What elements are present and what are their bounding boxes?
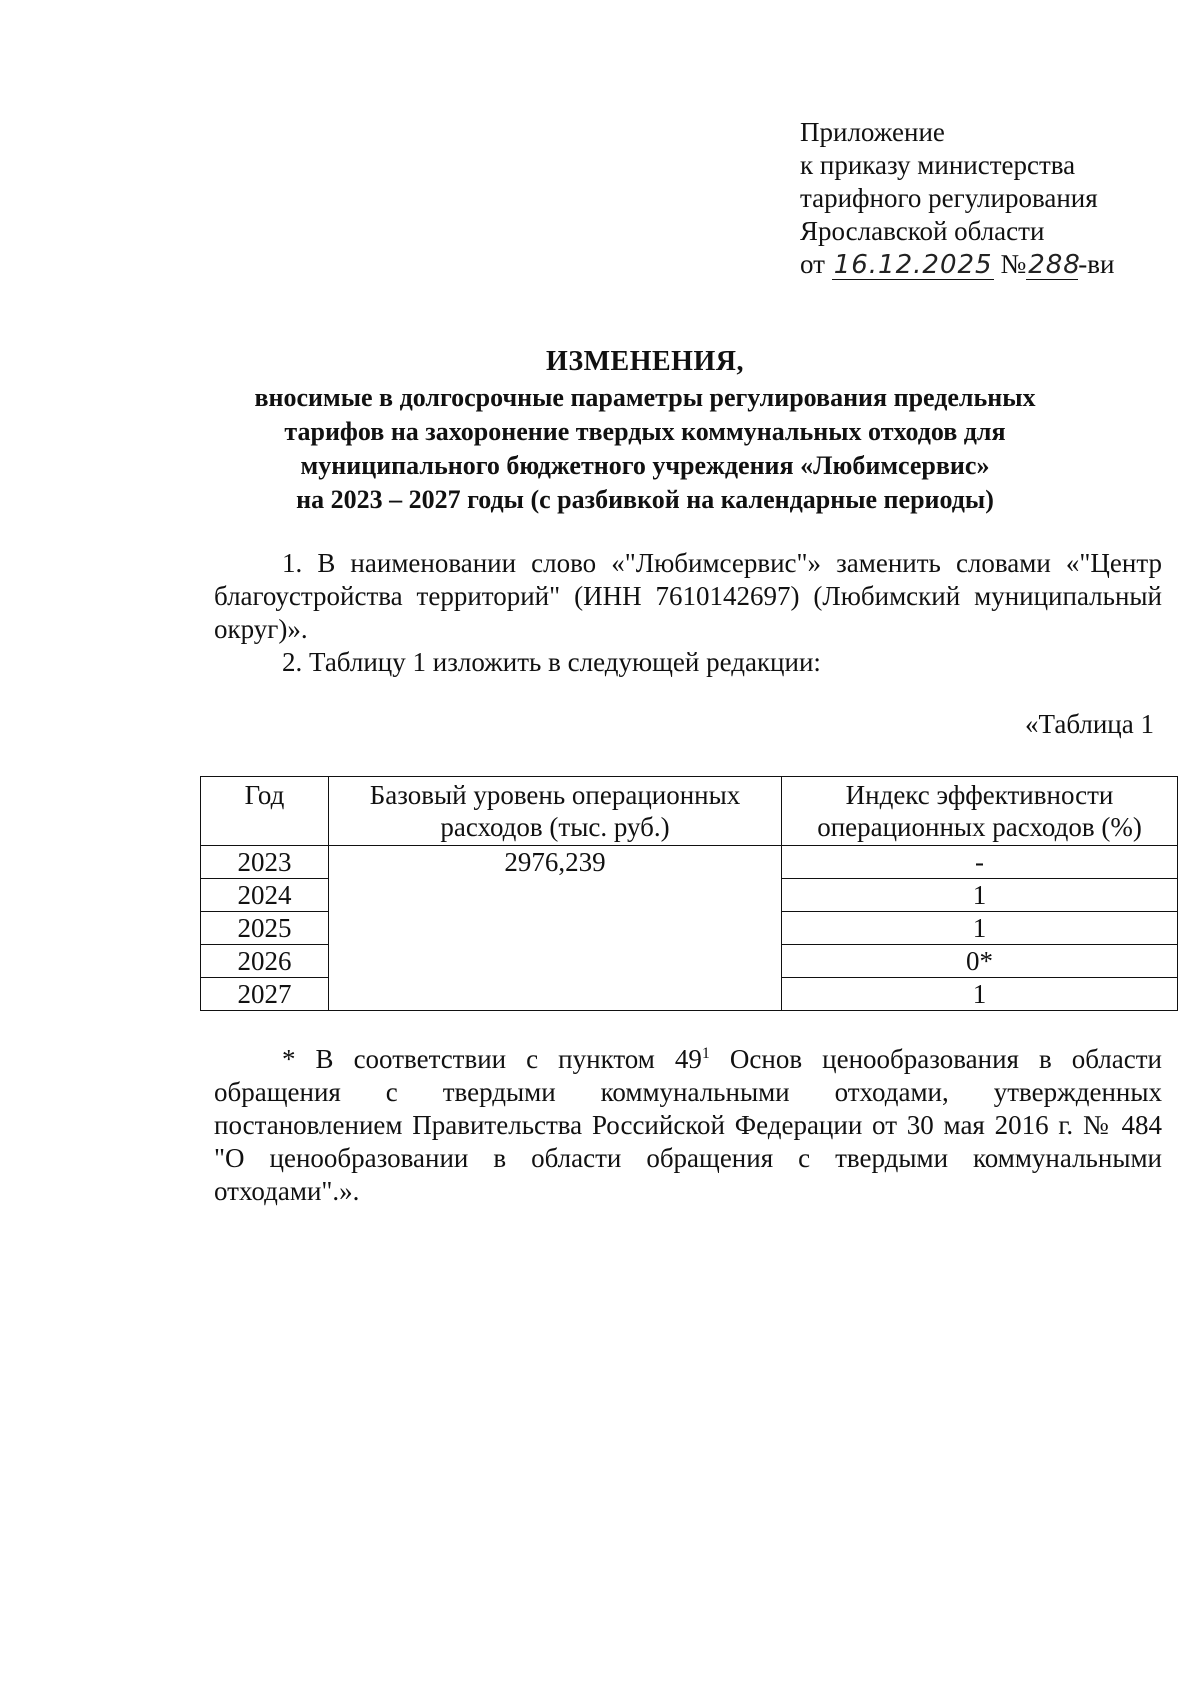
table-label: «Таблица 1 [1025,709,1154,739]
appendix-line-2: к приказу министерства [800,150,1076,180]
appendix-block [800,116,1114,281]
heading-line-2: тарифов на захоронение твердых коммунальных отходов для [284,417,1006,446]
cell-base-value: 2976,239 [329,846,782,1011]
number-suffix: -ви [1078,249,1115,279]
heading-title: ИЗМЕНЕНИЯ, [546,346,744,377]
header-year: Год [201,777,329,846]
header-base-level: Базовый уровень операционных расходов (тыс. руб.) [329,777,782,846]
cell-year: 2024 [201,879,329,912]
cell-year: 2026 [201,945,329,978]
paragraph-1: 1. В наименовании слово «"Любимсервис"» заменить словами «"Центр благоустройства территорий" (ИНН 7610142697) (Любимский муниципальный округ)». [214,548,1162,644]
paragraph-2: 2. Таблицу 1 изложить в следующей редакции: [282,647,821,677]
appendix-line-3: тарифного регулирования [800,183,1098,213]
cell-index: 1 [782,912,1178,945]
footnote-superscript: 1 [701,1045,710,1062]
cell-year: 2023 [201,846,329,879]
table-header-row [201,777,1178,846]
document-heading [215,345,1075,517]
cell-index: 1 [782,879,1178,912]
order-date-line [800,248,1114,281]
heading-line-4: на 2023 – 2027 годы (с разбивкой на календарные периоды) [296,485,994,514]
cell-index: 1 [782,978,1178,1011]
body-text [214,547,1162,679]
footnote-paragraph [214,1043,1162,1208]
number-sign: № [1000,249,1027,279]
appendix-line-4: Ярославской области [800,216,1045,246]
table-row [201,846,1178,879]
date-prefix: от [800,249,825,279]
cell-index: 0* [782,945,1178,978]
header-efficiency-index: Индекс эффективности операционных расходов (%) [782,777,1178,846]
handwritten-date: 16.12.2025 [833,250,993,280]
heading-line-1: вносимые в долгосрочные параметры регулирования предельных [254,383,1036,412]
footnote [214,1043,1162,1208]
cell-index: - [782,846,1178,879]
cell-year: 2025 [201,912,329,945]
handwritten-order-number: 288 [1028,250,1081,280]
footnote-text-start: * В соответствии с пунктом 49 [282,1044,702,1074]
parameters-table [200,776,1178,1011]
footnote-text-end: Основ ценообразования в области обращения с твердыми коммунальными отходами, утвержденных постановлением Правительства Российской Федерации от 30 мая 2016 г. № 484 "О ценообразовании в области обращения с твердыми коммунальными отходами".». [214,1044,1162,1206]
appendix-line-1: Приложение [800,117,945,147]
heading-line-3: муниципального бюджетного учреждения «Любимсервис» [300,451,990,480]
cell-year: 2027 [201,978,329,1011]
